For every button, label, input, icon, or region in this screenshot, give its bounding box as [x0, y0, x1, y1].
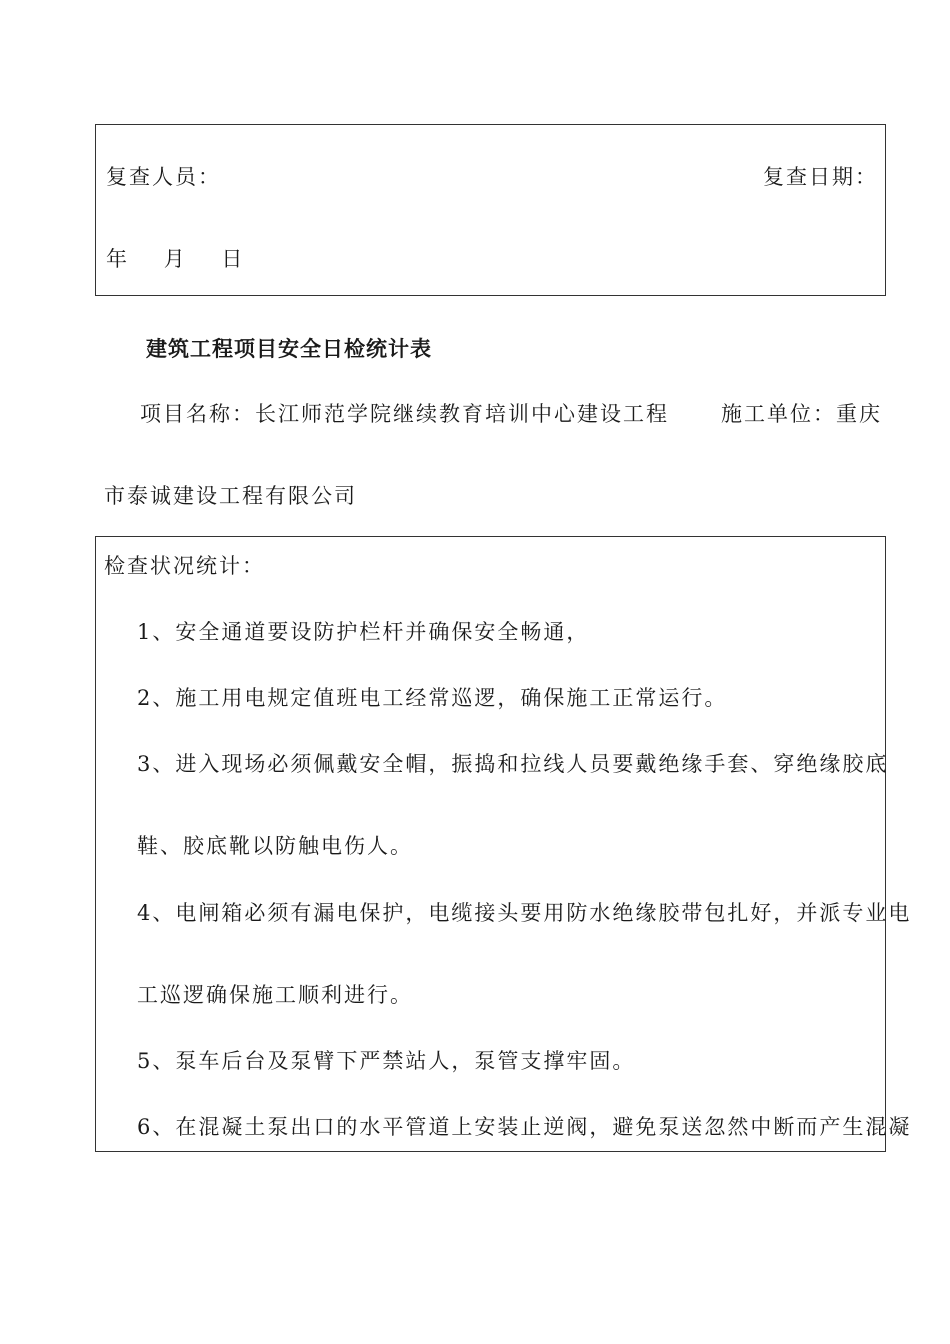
project-info-line-1: 项目名称：长江师范学院继续教育培训中心建设工程 施工单位：重庆 — [140, 402, 883, 426]
stats-item-continuation: 鞋、胶底靴以防触电伤人。 — [137, 834, 413, 858]
stats-item-continuation: 工巡逻确保施工顺利进行。 — [137, 983, 413, 1007]
stats-item: 4、电闸箱必须有漏电保护，电缆接头要用防水绝缘胶带包扎好，并派专业电 — [137, 901, 912, 925]
stats-item: 5、泵车后台及泵臂下严禁站人，泵管支撑牢固。 — [137, 1049, 636, 1073]
stats-item: 6、在混凝土泵出口的水平管道上安装止逆阀，避免泵送忽然中断而产生混凝 — [137, 1115, 912, 1139]
review-date-fields: 年 月 日 — [106, 247, 245, 271]
project-info-line-2: 市泰诚建设工程有限公司 — [104, 484, 357, 508]
stats-heading: 检查状况统计： — [104, 554, 265, 578]
reviewer-label: 复查人员： — [106, 165, 221, 189]
page-title: 建筑工程项目安全日检统计表 — [146, 336, 432, 361]
stats-item: 1、安全通道要设防护栏杆并确保安全畅通， — [137, 620, 590, 644]
stats-item: 2、施工用电规定值班电工经常巡逻，确保施工正常运行。 — [137, 686, 728, 710]
stats-item: 3、进入现场必须佩戴安全帽，振捣和拉线人员要戴绝缘手套、穿绝缘胶底 — [137, 752, 889, 776]
review-date-label: 复查日期： — [763, 165, 878, 189]
